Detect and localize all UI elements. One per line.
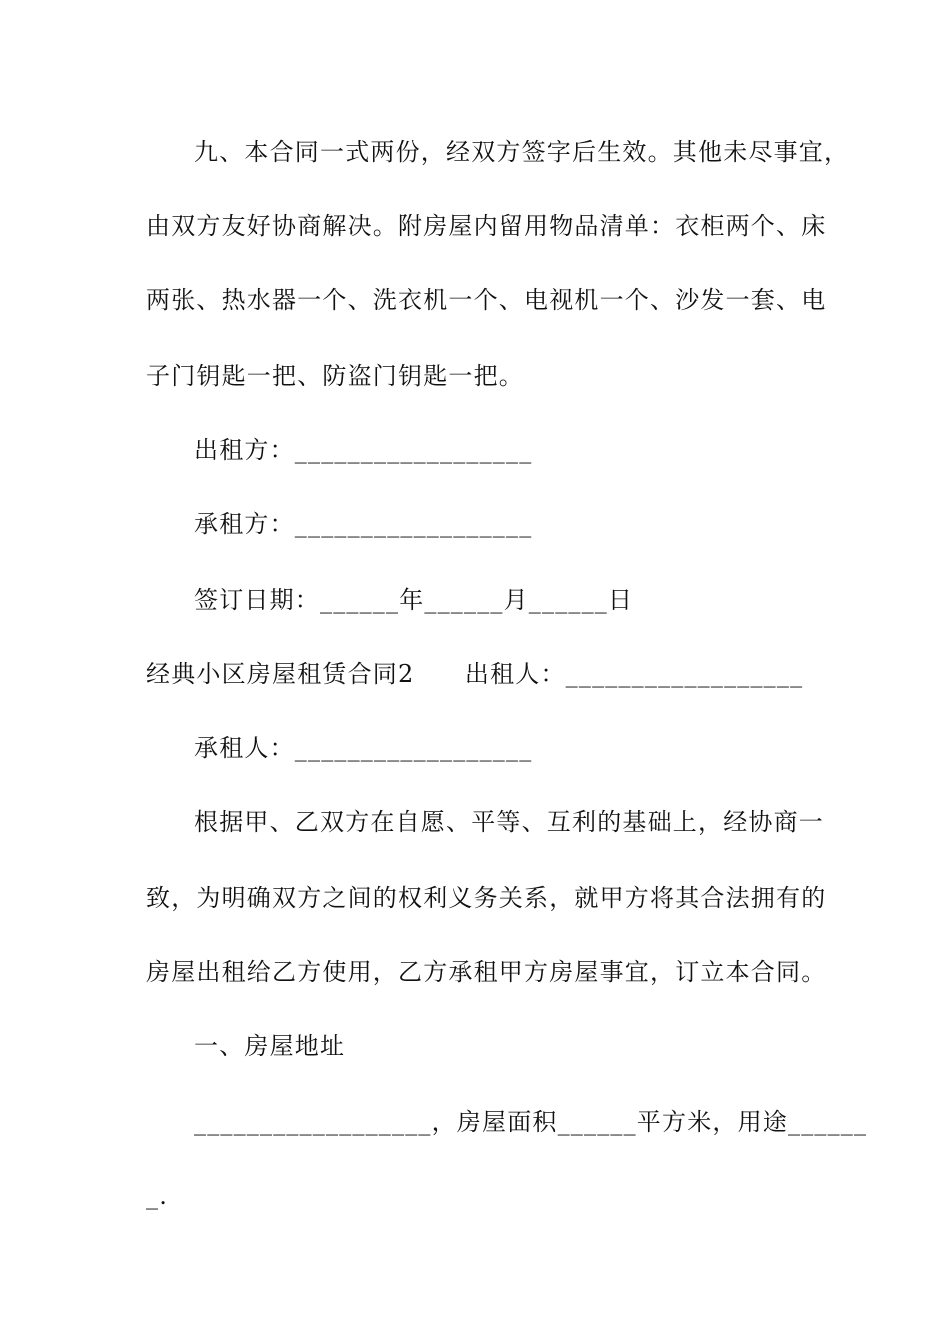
lessor-signature-line: 出租方：__________________ [194, 436, 533, 464]
lessee-signature-line: 承租方：__________________ [194, 510, 533, 538]
address-line-tail: _. [146, 1182, 169, 1210]
contract-2-heading-line: 经典小区房屋租赁合同2 出租人：__________________ [146, 660, 804, 688]
clause-nine-line-4: 子门钥匙一把、防盗门钥匙一把。 [146, 362, 524, 390]
address-line: __________________，房屋面积______平方米，用途______ [194, 1108, 868, 1136]
intro-line-2: 致，为明确双方之间的权利义务关系，就甲方将其合法拥有的 [146, 884, 827, 912]
clause-nine-line-2: 由双方友好协商解决。附房屋内留用物品清单：衣柜两个、床 [146, 212, 827, 240]
signing-date-line: 签订日期：______年______月______日 [194, 586, 634, 614]
lessee-2-line: 承租人：__________________ [194, 734, 533, 762]
clause-nine-line-1: 九、本合同一式两份，经双方签字后生效。其他未尽事宜， [194, 138, 850, 166]
intro-line-3: 房屋出租给乙方使用，乙方承租甲方房屋事宜，订立本合同。 [146, 958, 827, 986]
intro-line-1: 根据甲、乙双方在自愿、平等、互利的基础上，经协商一 [194, 808, 824, 836]
section-1-title: 一、房屋地址 [194, 1032, 346, 1060]
clause-nine-line-3: 两张、热水器一个、洗衣机一个、电视机一个、沙发一套、电 [146, 286, 827, 314]
